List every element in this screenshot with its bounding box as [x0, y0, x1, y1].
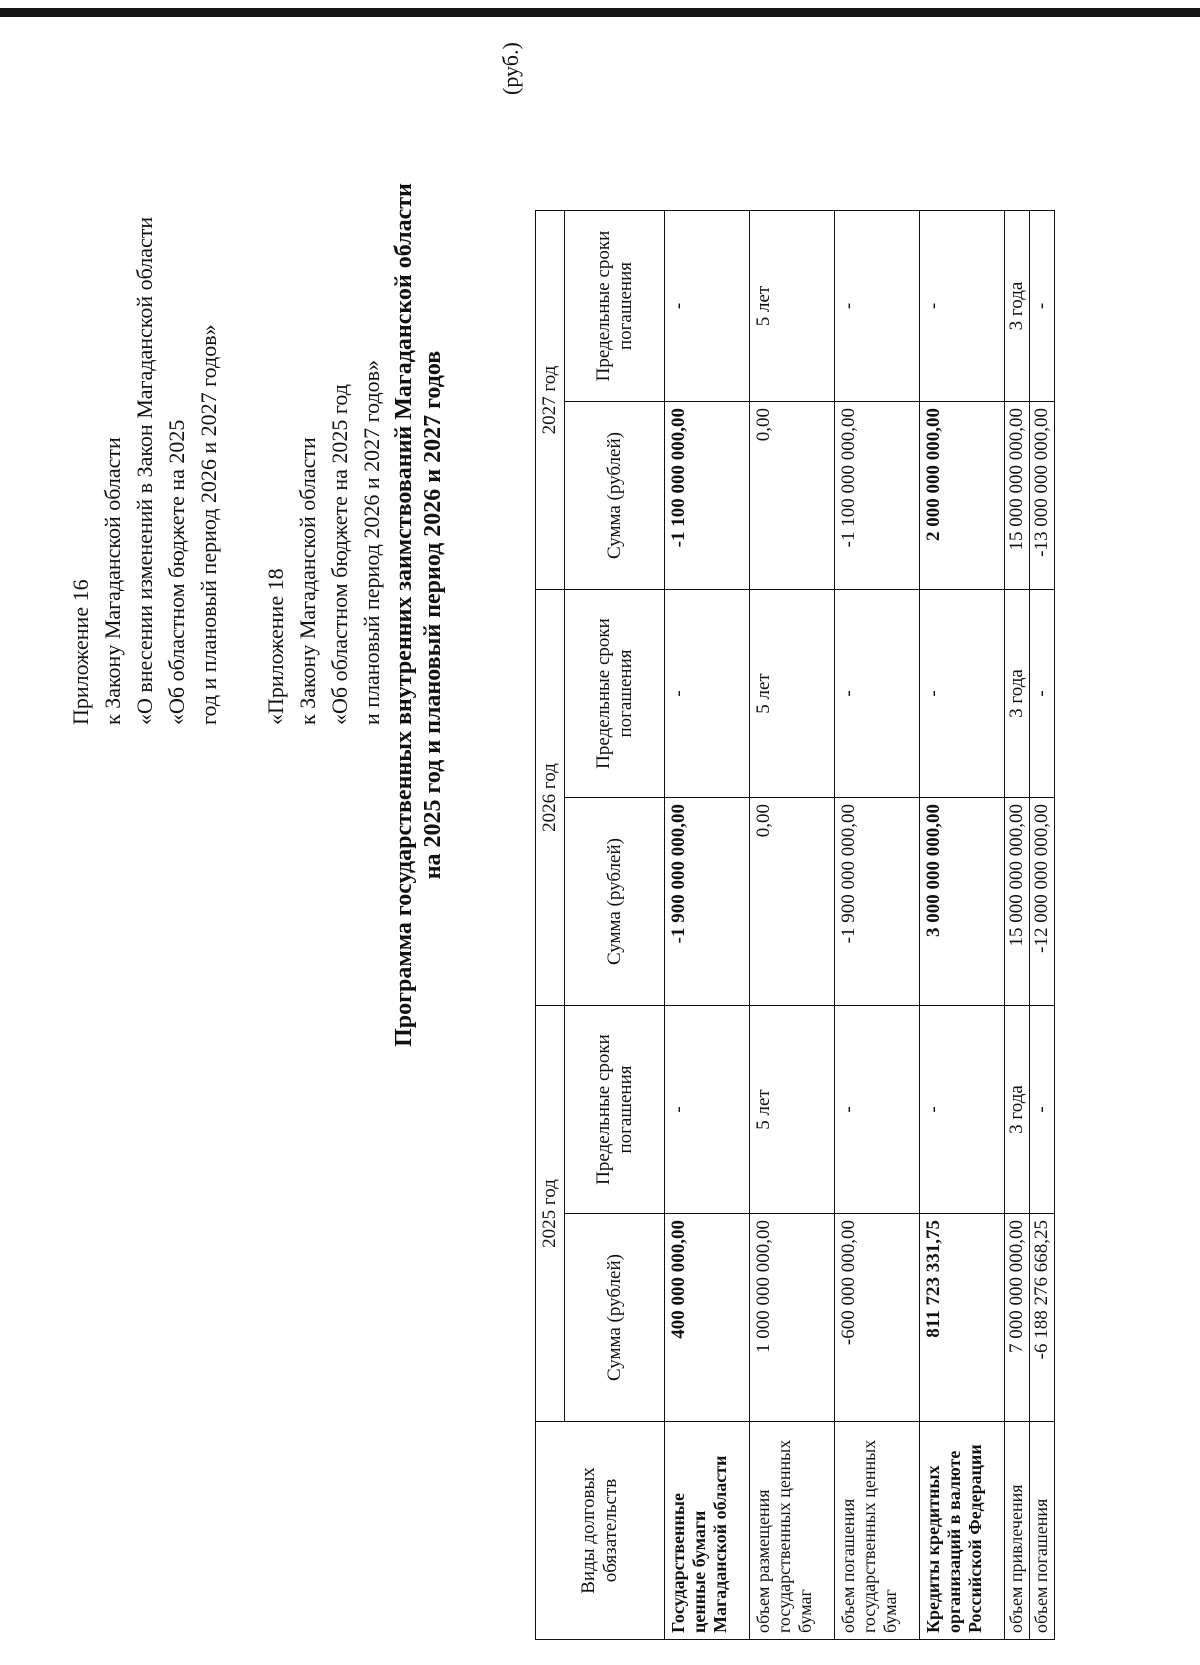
row-term-2026: 5 лет: [750, 590, 835, 798]
header-year-2026: 2026 год: [536, 590, 565, 1006]
row-sum-2026: 15 000 000 000,00: [1005, 798, 1030, 1006]
appendix-16-line3: «О внесении изменений в Закон Магаданской области: [132, 216, 157, 725]
appendix-16-line5: год и плановый период 2026 и 2027 годов»: [196, 324, 221, 725]
row-term-2025: -: [665, 1006, 750, 1214]
appendix-18-line2: к Закону Магаданской области: [295, 437, 320, 725]
table-row: [750, 211, 835, 1640]
header-term-2027: Предельные сроки погашения: [565, 211, 665, 402]
appendix-18-line3: «Об областном бюджете на 2025 год: [327, 384, 352, 725]
header-sum-2025: Сумма (рублей): [565, 1214, 665, 1422]
row-sum-2026: -12 000 000 000,00: [1030, 798, 1055, 1006]
appendix-16-header: [65, 0, 225, 725]
row-term-2027: 5 лет: [750, 211, 835, 402]
row-sum-2025: -600 000 000,00: [835, 1214, 920, 1422]
row-term-2027: -: [920, 211, 1005, 402]
row-term-2025: 5 лет: [750, 1006, 835, 1214]
table-row: [1030, 211, 1055, 1640]
appendix-16-line4: «Об областном бюджете на 2025: [164, 419, 189, 725]
header-term-2026: Предельные сроки погашения: [565, 590, 665, 798]
row-term-2026: -: [665, 590, 750, 798]
row-type: объем погашения государственных ценных бумаг: [835, 1422, 920, 1640]
row-type: объем размещения государственных ценных бумаг: [750, 1422, 835, 1640]
table-row: [1005, 211, 1030, 1640]
row-sum-2025: 811 723 331,75: [920, 1214, 1005, 1422]
row-sum-2027: 0,00: [750, 402, 835, 590]
header-debt-type: Виды долговых обязательств: [536, 1422, 665, 1640]
row-type: объем привлечения: [1005, 1422, 1030, 1640]
document-title: [390, 5, 448, 1225]
row-sum-2026: 3 000 000 000,00: [920, 798, 1005, 1006]
title-line1: Программа государственных внутренних заимствований Магаданской области: [391, 183, 417, 1047]
appendix-18-header: [260, 0, 388, 725]
row-sum-2025: -6 188 276 668,25: [1030, 1214, 1055, 1422]
row-sum-2025: 1 000 000 000,00: [750, 1214, 835, 1422]
row-sum-2026: -1 900 000 000,00: [835, 798, 920, 1006]
appendix-16-line2: к Закону Магаданской области: [100, 437, 125, 725]
row-sum-2025: 400 000 000,00: [665, 1214, 750, 1422]
row-sum-2026: 0,00: [750, 798, 835, 1006]
row-sum-2027: -13 000 000 000,00: [1030, 402, 1055, 590]
row-term-2025: -: [835, 1006, 920, 1214]
header-term-2025: Предельные сроки погашения: [565, 1006, 665, 1214]
borrowing-program-table: [535, 210, 1055, 1640]
row-term-2026: -: [1030, 590, 1055, 798]
row-term-2025: -: [1030, 1006, 1055, 1214]
row-sum-2026: -1 900 000 000,00: [665, 798, 750, 1006]
row-term-2026: -: [835, 590, 920, 798]
row-term-2026: -: [920, 590, 1005, 798]
row-type: Государственные ценные бумаги Магаданской области: [665, 1422, 750, 1640]
header-year-2027: 2027 год: [536, 211, 565, 590]
header-sum-2026: Сумма (рублей): [565, 798, 665, 1006]
table-row: [920, 211, 1005, 1640]
appendix-16-line1: Приложение 16: [68, 579, 93, 725]
row-sum-2027: -1 100 000 000,00: [835, 402, 920, 590]
row-term-2027: -: [1030, 211, 1055, 402]
appendix-18-line4: и плановый период 2026 и 2027 годов»: [359, 359, 384, 725]
row-type: объем погашения: [1030, 1422, 1055, 1640]
currency-unit: (руб.): [498, 42, 523, 95]
header-year-2025: 2025 год: [536, 1006, 565, 1422]
row-term-2025: -: [920, 1006, 1005, 1214]
row-sum-2027: 15 000 000 000,00: [1005, 402, 1030, 590]
row-term-2027: -: [835, 211, 920, 402]
row-term-2027: 3 года: [1005, 211, 1030, 402]
table-row: [665, 211, 750, 1640]
row-type: Кредиты кредитных организаций в валюте Российской Федерации: [920, 1422, 1005, 1640]
row-sum-2027: 2 000 000 000,00: [920, 402, 1005, 590]
header-sum-2027: Сумма (рублей): [565, 402, 665, 590]
title-line2: на 2025 год и плановый период 2026 и 2027 годов: [420, 350, 446, 880]
row-term-2025: 3 года: [1005, 1006, 1030, 1214]
row-sum-2027: -1 100 000 000,00: [665, 402, 750, 590]
appendix-18-line1: «Приложение 18: [263, 568, 288, 725]
row-sum-2025: 7 000 000 000,00: [1005, 1214, 1030, 1422]
table-row: [835, 211, 920, 1640]
row-term-2026: 3 года: [1005, 590, 1030, 798]
row-term-2027: -: [665, 211, 750, 402]
